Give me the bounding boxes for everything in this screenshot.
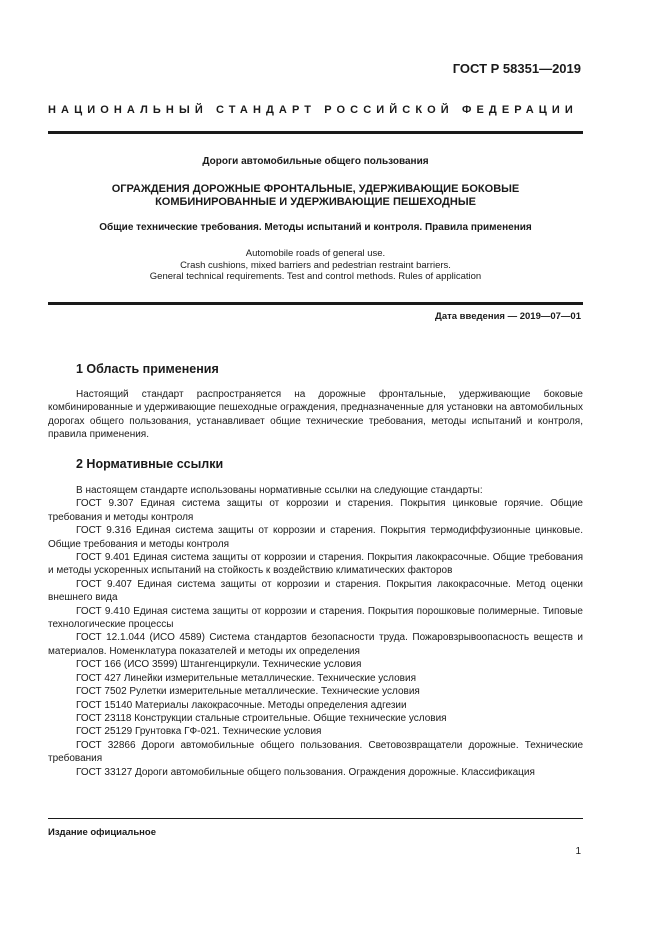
section-2-heading: 2 Нормативные ссылки xyxy=(76,457,224,471)
reference-item: ГОСТ 9.410 Единая система защиты от коррозии и старения. Покрытия порошковые полимерные. Типовые технологические процессы xyxy=(48,605,583,631)
document-subtitle: Общие технические требования. Методы испытаний и контроля. Правила применения xyxy=(99,222,532,233)
title-line-2: КОМБИНИРОВАННЫЕ И УДЕРЖИВАЮЩИЕ ПЕШЕХОДНЫЕ xyxy=(155,196,476,208)
english-title-line-1: Automobile roads of general use. xyxy=(245,248,386,259)
official-edition-note: Издание официальное xyxy=(48,827,156,838)
english-title-line-3: General technical requirements. Test and control methods. Rules of application xyxy=(149,271,482,282)
english-title-line-2: Crash cushions, mixed barriers and pedestrian restraint barriers. xyxy=(180,259,451,271)
reference-item: ГОСТ 25129 Грунтовка ГФ-021. Технические условия xyxy=(76,726,322,738)
reference-item: ГОСТ 12.1.044 (ИСО 4589) Система стандартов безопасности труда. Пожаровзрывоопасность веществ и материалов. Номенклатура показателей и методы их определения xyxy=(48,632,583,657)
section-1-body xyxy=(48,388,583,442)
reference-item: ГОСТ 166 (ИСО 3599) Штангенциркули. Технические условия xyxy=(76,659,362,671)
english-title xyxy=(48,248,583,283)
reference-item: ГОСТ 9.407 Единая система защиты от коррозии и старения. Покрытия лакокрасочные. Метод оценки внешнего вида xyxy=(48,578,583,604)
reference-item: ГОСТ 33127 Дороги автомобильные общего пользования. Ограждения дорожные. Классификация xyxy=(76,766,535,778)
page-number: 1 xyxy=(575,846,581,857)
reference-item: ГОСТ 32866 Дороги автомобильные общего пользования. Световозвращатели дорожные. Технические требования xyxy=(48,739,583,765)
reference-item: ГОСТ 7502 Рулетки измерительные металлические. Технические условия xyxy=(76,686,420,698)
section-1-heading: 1 Область применения xyxy=(76,362,219,376)
introduction-date: Дата введения — 2019—07—01 xyxy=(435,311,581,322)
reference-item: ГОСТ 9.307 Единая система защиты от коррозии и старения. Покрытия цинковые горячие. Общие требования и методы контроля xyxy=(48,498,583,523)
document-title xyxy=(48,183,583,209)
top-divider xyxy=(48,131,583,134)
title-divider xyxy=(48,302,583,305)
reference-item: ГОСТ 427 Линейки измерительные металлические. Технические условия xyxy=(76,672,416,684)
reference-intro: В настоящем стандарте использованы нормативные ссылки на следующие стандарты: xyxy=(76,485,483,496)
reference-item: ГОСТ 9.316 Единая система защиты от коррозии и старения. Покрытия термодиффузионные цинковые. Общие требования и методы контроля xyxy=(48,525,583,550)
section-1-paragraph: Настоящий стандарт распространяется на дорожные фронтальные, удерживающие боковые комбинированные и удерживающие пешеходные ограждения, предназначенные для установки на автомобильных дорогах общего пользования, устанавливает общие технические требования, методы испытаний и контроля, правила применения. xyxy=(48,389,583,441)
national-standard-banner: НАЦИОНАЛЬНЫЙ СТАНДАРТ РОССИЙСКОЙ ФЕДЕРАЦИИ xyxy=(48,104,578,116)
document-topic: Дороги автомобильные общего пользования xyxy=(202,156,429,167)
section-2-body xyxy=(48,484,583,779)
title-line-1: ОГРАЖДЕНИЯ ДОРОЖНЫЕ ФРОНТАЛЬНЫЕ, УДЕРЖИВАЮЩИЕ БОКОВЫЕ xyxy=(111,183,520,195)
document-code: ГОСТ Р 58351—2019 xyxy=(452,61,581,76)
reference-item: ГОСТ 15140 Материалы лакокрасочные. Методы определения адгезии xyxy=(76,699,407,711)
reference-item: ГОСТ 9.401 Единая система защиты от коррозии и старения. Покрытия лакокрасочные. Общие требования и методы ускоренных испытаний на стойкость к воздействию климатических факторов xyxy=(48,552,583,577)
reference-item: ГОСТ 23118 Конструкции стальные строительные. Общие технические условия xyxy=(76,712,447,724)
footer-divider xyxy=(48,818,583,819)
